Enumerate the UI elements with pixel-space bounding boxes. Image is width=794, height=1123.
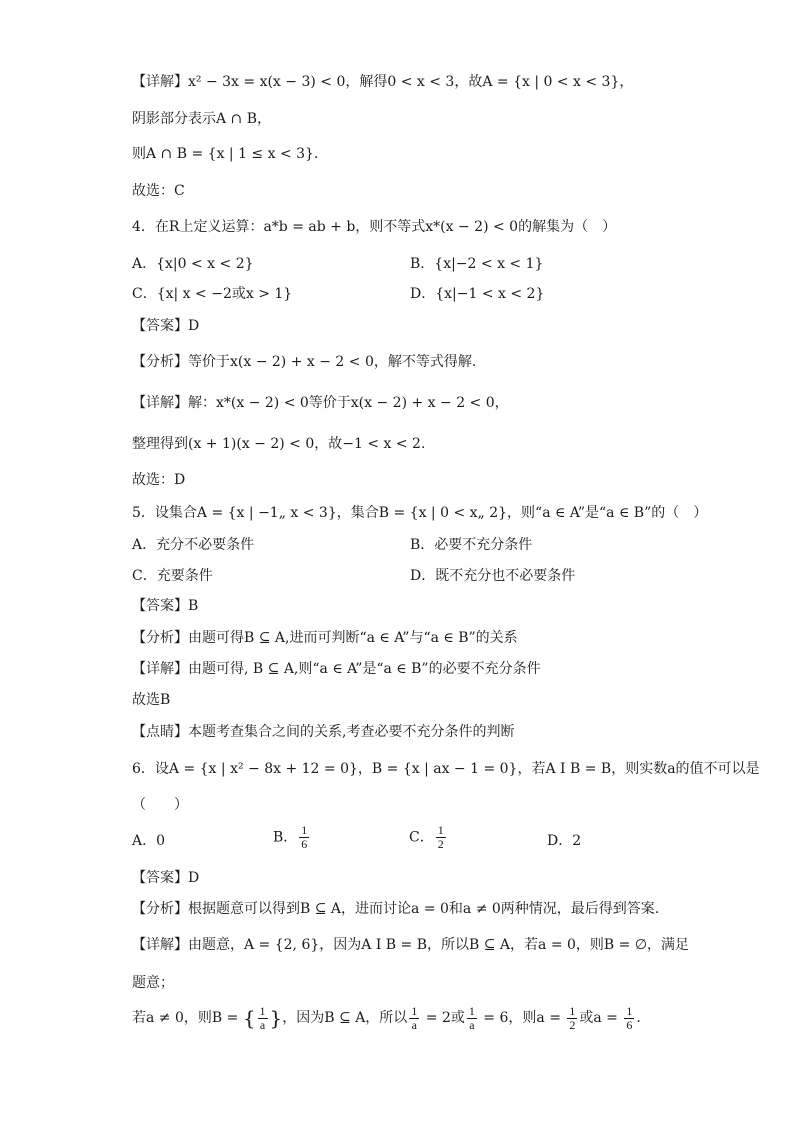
fraction: $\frac{1}{6}$	[301, 823, 308, 851]
q5-option-a: A．充分不必要条件	[132, 537, 255, 553]
question-6-stem: 6．设A = {x | x² − 8x + 12 = 0}，B = {x | ax − 1 = 0}，若A I B = B，则实数a的值不可以是	[132, 761, 760, 777]
q5-option-b: B．必要不充分条件	[410, 537, 533, 553]
question-5-stem: 5．设集合A = {x | −1„ x < 3}，集合B = {x | 0 < x„ 2}，则“a ∈ A”是“a ∈ B”的（ ）	[132, 505, 708, 521]
analysis-line: 【分析】等价于x(x − 2) + x − 2 < 0，解不等式得解.	[132, 354, 477, 370]
answer-choice-line: 故选：D	[132, 472, 186, 488]
solution-line: 题意；	[132, 975, 174, 991]
solution-line: 阴影部分表示A ∩ B，	[132, 111, 272, 127]
analysis-line: 【分析】根据题意可以得到B ⊆ A，进而讨论a = 0和a ≠ 0两种情况，最后得到答案.	[132, 901, 660, 917]
solution-line-fractions: 若a ≠ 0，则B = { $\frac{1}{a}$ }，因为B ⊆ A，所以 $\frac{1}{a}$ = 2或 $\frac{1}{a}$ = 6，则a = $\frac{1}{2}$ 或a = $\frac{1}{6}$ .	[132, 1003, 641, 1032]
fraction: $\frac{1}{a}$	[468, 1003, 475, 1032]
question-4-stem: 4．在R上定义运算：a*b = ab + b，则不等式x*(x − 2) < 0的解集为（ ）	[132, 219, 617, 235]
answer-line: 【答案】D	[132, 318, 200, 334]
comment-line: 【点睛】本题考查集合之间的关系,考查必要不充分条件的判断	[132, 724, 515, 740]
q5-option-d: D．既不充分也不必要条件	[410, 568, 576, 584]
question-6-blank: （ ）	[132, 797, 188, 813]
answer-choice-line: 故选：C	[132, 183, 185, 199]
fraction: $\frac{1}{2}$	[437, 823, 444, 851]
analysis-line: 【分析】由题可得B ⊆ A,进而可判断“a ∈ A”与“a ∈ B”的关系	[132, 630, 518, 646]
q4-option-d: D．{x|−1 < x < 2}	[410, 286, 545, 302]
q6-option-c	[409, 824, 448, 851]
fraction: $\frac{1}{6}$	[626, 1003, 633, 1032]
q5-option-c: C．充要条件	[132, 568, 213, 584]
q6-option-b-label: B．	[273, 829, 298, 846]
solution-line: 【详解】由题可得, B ⊆ A,则“a ∈ A”是“a ∈ B”的必要不充分条件	[132, 661, 541, 677]
answer-line: 【答案】B	[132, 598, 199, 614]
answer-line: 【答案】D	[132, 870, 200, 886]
q4-option-c: C．{x| x < −2或x > 1}	[132, 286, 293, 302]
q6-option-b	[273, 824, 311, 851]
answer-choice-line: 故选B	[132, 692, 171, 708]
q6-option-d: D．2	[547, 833, 582, 849]
q6-option-c-label: C．	[409, 829, 434, 846]
q6-option-a: A．0	[132, 833, 166, 849]
solution-line: 则A ∩ B = {x | 1 ≤ x < 3}．	[132, 146, 328, 162]
q4-option-a: A．{x|0 < x < 2}	[132, 256, 254, 272]
fraction: $\frac{1}{a}$	[411, 1003, 418, 1032]
solution-line: 整理得到(x + 1)(x − 2) < 0，故−1 < x < 2.	[132, 436, 426, 452]
q4-option-b: B．{x|−2 < x < 1}	[410, 256, 544, 272]
solution-line: 【详解】由题意，A = {2, 6}，因为A I B = B，所以B ⊆ A，若a = 0，则B = ∅，满足	[132, 937, 690, 953]
solution-line: 【详解】解：x*(x − 2) < 0等价于x(x − 2) + x − 2 < 0，	[132, 395, 509, 411]
fraction: $\frac{1}{2}$	[569, 1003, 576, 1032]
solution-line: 【详解】x² − 3x = x(x − 3) < 0，解得0 < x < 3，故A = {x | 0 < x < 3}，	[132, 74, 634, 90]
fraction: $\frac{1}{a}$	[259, 1003, 266, 1032]
